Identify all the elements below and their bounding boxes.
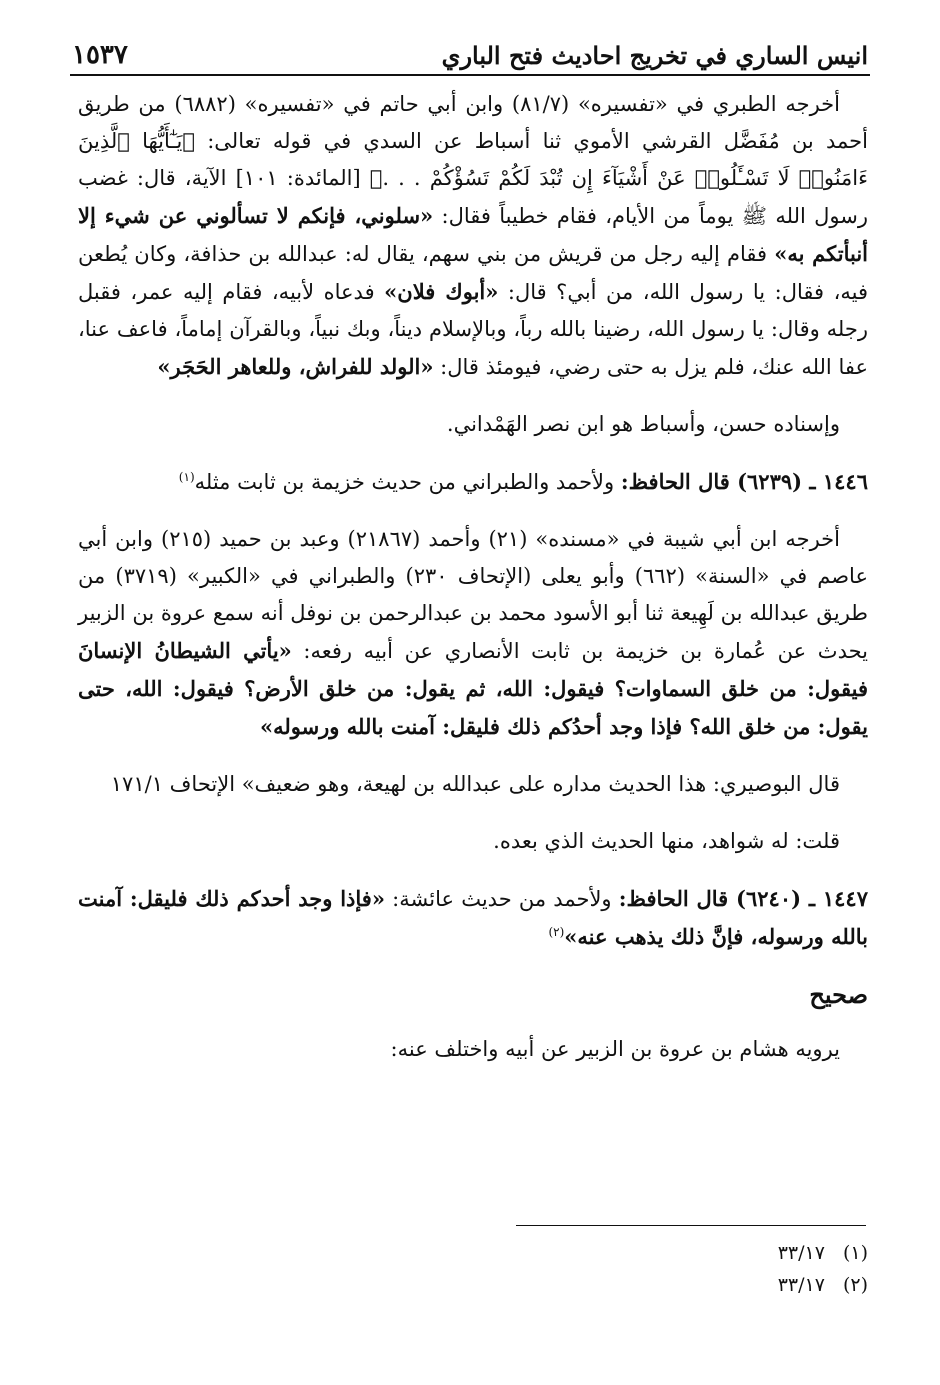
hadith-quote: «فإذا وجد أحدكم ذلك فليقل: آمنت بالله ورسوله، فإنَّ ذلك يذهب عنه» bbox=[78, 886, 868, 949]
hadith-entry-1446: ١٤٤٦ ـ (٦٢٣٩) قال الحافظ: ولأحمد والطبراني من حديث خزيمة بن ثابت مثله$^{(١)}$ bbox=[178, 469, 868, 494]
footnote-ref: (٢) bbox=[548, 925, 565, 939]
hadith-quote: «الولد للفراش، وللعاهر الحَجَر» bbox=[157, 354, 434, 379]
page-number: ١٥٣٧ bbox=[72, 40, 128, 70]
paragraph-takhrij-2: أخرجه ابن أبي شيبة في «مسنده» (٢١) وأحمد (٢١٨٦٧) وعبد بن حميد (٢١٥) وابن أبي عاصم في «السنة» (٦٦٢) وأبو يعلى (الإتحاف ٢٣٠) والطبراني في «الكبير» (٣٧١٩) من طريق عبدالله بن لَهِيعة ثنا أبو الأسود محمد بن عبدالرحمن بن نوفل أنه سمع عروة بن الزبير يحدث عن عُمارة بن خزيمة بن ثابت الأنصاري عن أبيه رفعه: «يأتي الشيطانُ الإنسانَ فيقول: من خلق السماوات؟ فيقول: الله، ثم يقول: من خلق الأرض؟ فيقول: الله، حتى يقول: من خلق الله؟ فإذا وجد أحدُكم ذلك فليقل: آمنت بالله ورسوله» bbox=[78, 527, 868, 739]
main-text bbox=[78, 86, 868, 1088]
footnote-rule bbox=[516, 1225, 866, 1226]
entry-heading: ١٤٤٦ ـ (٦٢٣٩) قال الحافظ: bbox=[620, 469, 868, 494]
grade-heading: صحيح bbox=[809, 980, 868, 1009]
footnote-1: (١)٣٣/١٧ bbox=[777, 1242, 868, 1264]
hadith-entry-1447: ١٤٤٧ ـ (٦٢٤٠) قال الحافظ: ولأحمد من حديث عائشة: «فإذا وجد أحدكم ذلك فليقل: آمنت بالله ورسوله، فإنَّ ذلك يذهب عنه»$^{(٢)}$ bbox=[78, 886, 868, 949]
paragraph-isnad-grade: وإسناده حسن، وأسباط هو ابن نصر الهَمْداني. bbox=[446, 412, 840, 436]
paragraph-shawahid: قلت: له شواهد، منها الحديث الذي بعده. bbox=[493, 829, 840, 853]
paragraph-hisham: يرويه هشام بن عروة بن الزبير عن أبيه واختلف عنه: bbox=[390, 1037, 840, 1061]
book-title: انيس الساري في تخريج احاديث فتح الباري bbox=[441, 41, 868, 70]
header-rule bbox=[70, 74, 870, 76]
running-header bbox=[72, 30, 868, 70]
entry-heading: ١٤٤٧ ـ (٦٢٤٠) قال الحافظ: bbox=[618, 886, 868, 911]
paragraph-busiri: قال البوصيري: هذا الحديث مداره على عبدالله بن لهيعة، وهو ضعيف» الإتحاف ١٧١/١ bbox=[110, 772, 840, 796]
footnote-2: (٢)٣٣/١٧ bbox=[777, 1274, 868, 1296]
footnote-ref: (١) bbox=[178, 470, 195, 484]
hadith-quote: «أبوك فلان» bbox=[384, 279, 499, 304]
hadith-quote: «يأتي الشيطانُ الإنسانَ فيقول: من خلق السماوات؟ فيقول: الله، ثم يقول: من خلق الأرض؟ فيقول: الله، حتى يقول: من خلق الله؟ فإذا وجد أحدُكم ذلك فليقل: آمنت بالله ورسوله» bbox=[78, 638, 868, 739]
hadith-quote: «سلوني، فإنكم لا تسألوني عن شيء إلا أنبأتكم به» bbox=[78, 203, 869, 266]
footnotes bbox=[778, 1237, 868, 1301]
paragraph-takhrij-1: أخرجه الطبري في «تفسيره» (٨١/٧) وابن أبي حاتم في «تفسيره» (٦٨٨٢) من طريق أحمد بن مُفَضَّل القرشي الأموي ثنا أسباط عن السدي في قوله تعالى: ﴿يَـٰٓأَيُّهَا ٱلَّذِينَ ءَامَنُوا۟ لَا تَسْـَٔلُوا۟ عَنْ أَشْيَآءَ إِن تُبْدَ لَكُمْ تَسُؤْكُمْ . . .﴾ [المائدة: ١٠١] الآية، قال: غضب رسول الله ﷺ يوماً من الأيام، فقام خطيباً فقال: «سلوني، فإنكم لا تسألوني عن شيء إلا أنبأتكم به» فقام إليه رجل من قريش من بني سهم، يقال له: عبدالله بن حذافة، وكان يُطعن فيه، فقال: يا رسول الله، من أبي؟ قال: «أبوك فلان» فدعاه لأبيه، فقام إليه عمر، فقبل رجله وقال: يا رسول الله، رضينا بالله رباً، وبالإسلام ديناً، وبك نبياً، وبالقرآن إماماً، فاعف عنا، عفا الله عنك، فلم يزل به حتى رضي، فيومئذ قال: «الولد للفراش، وللعاهر الحَجَر» bbox=[78, 92, 869, 379]
